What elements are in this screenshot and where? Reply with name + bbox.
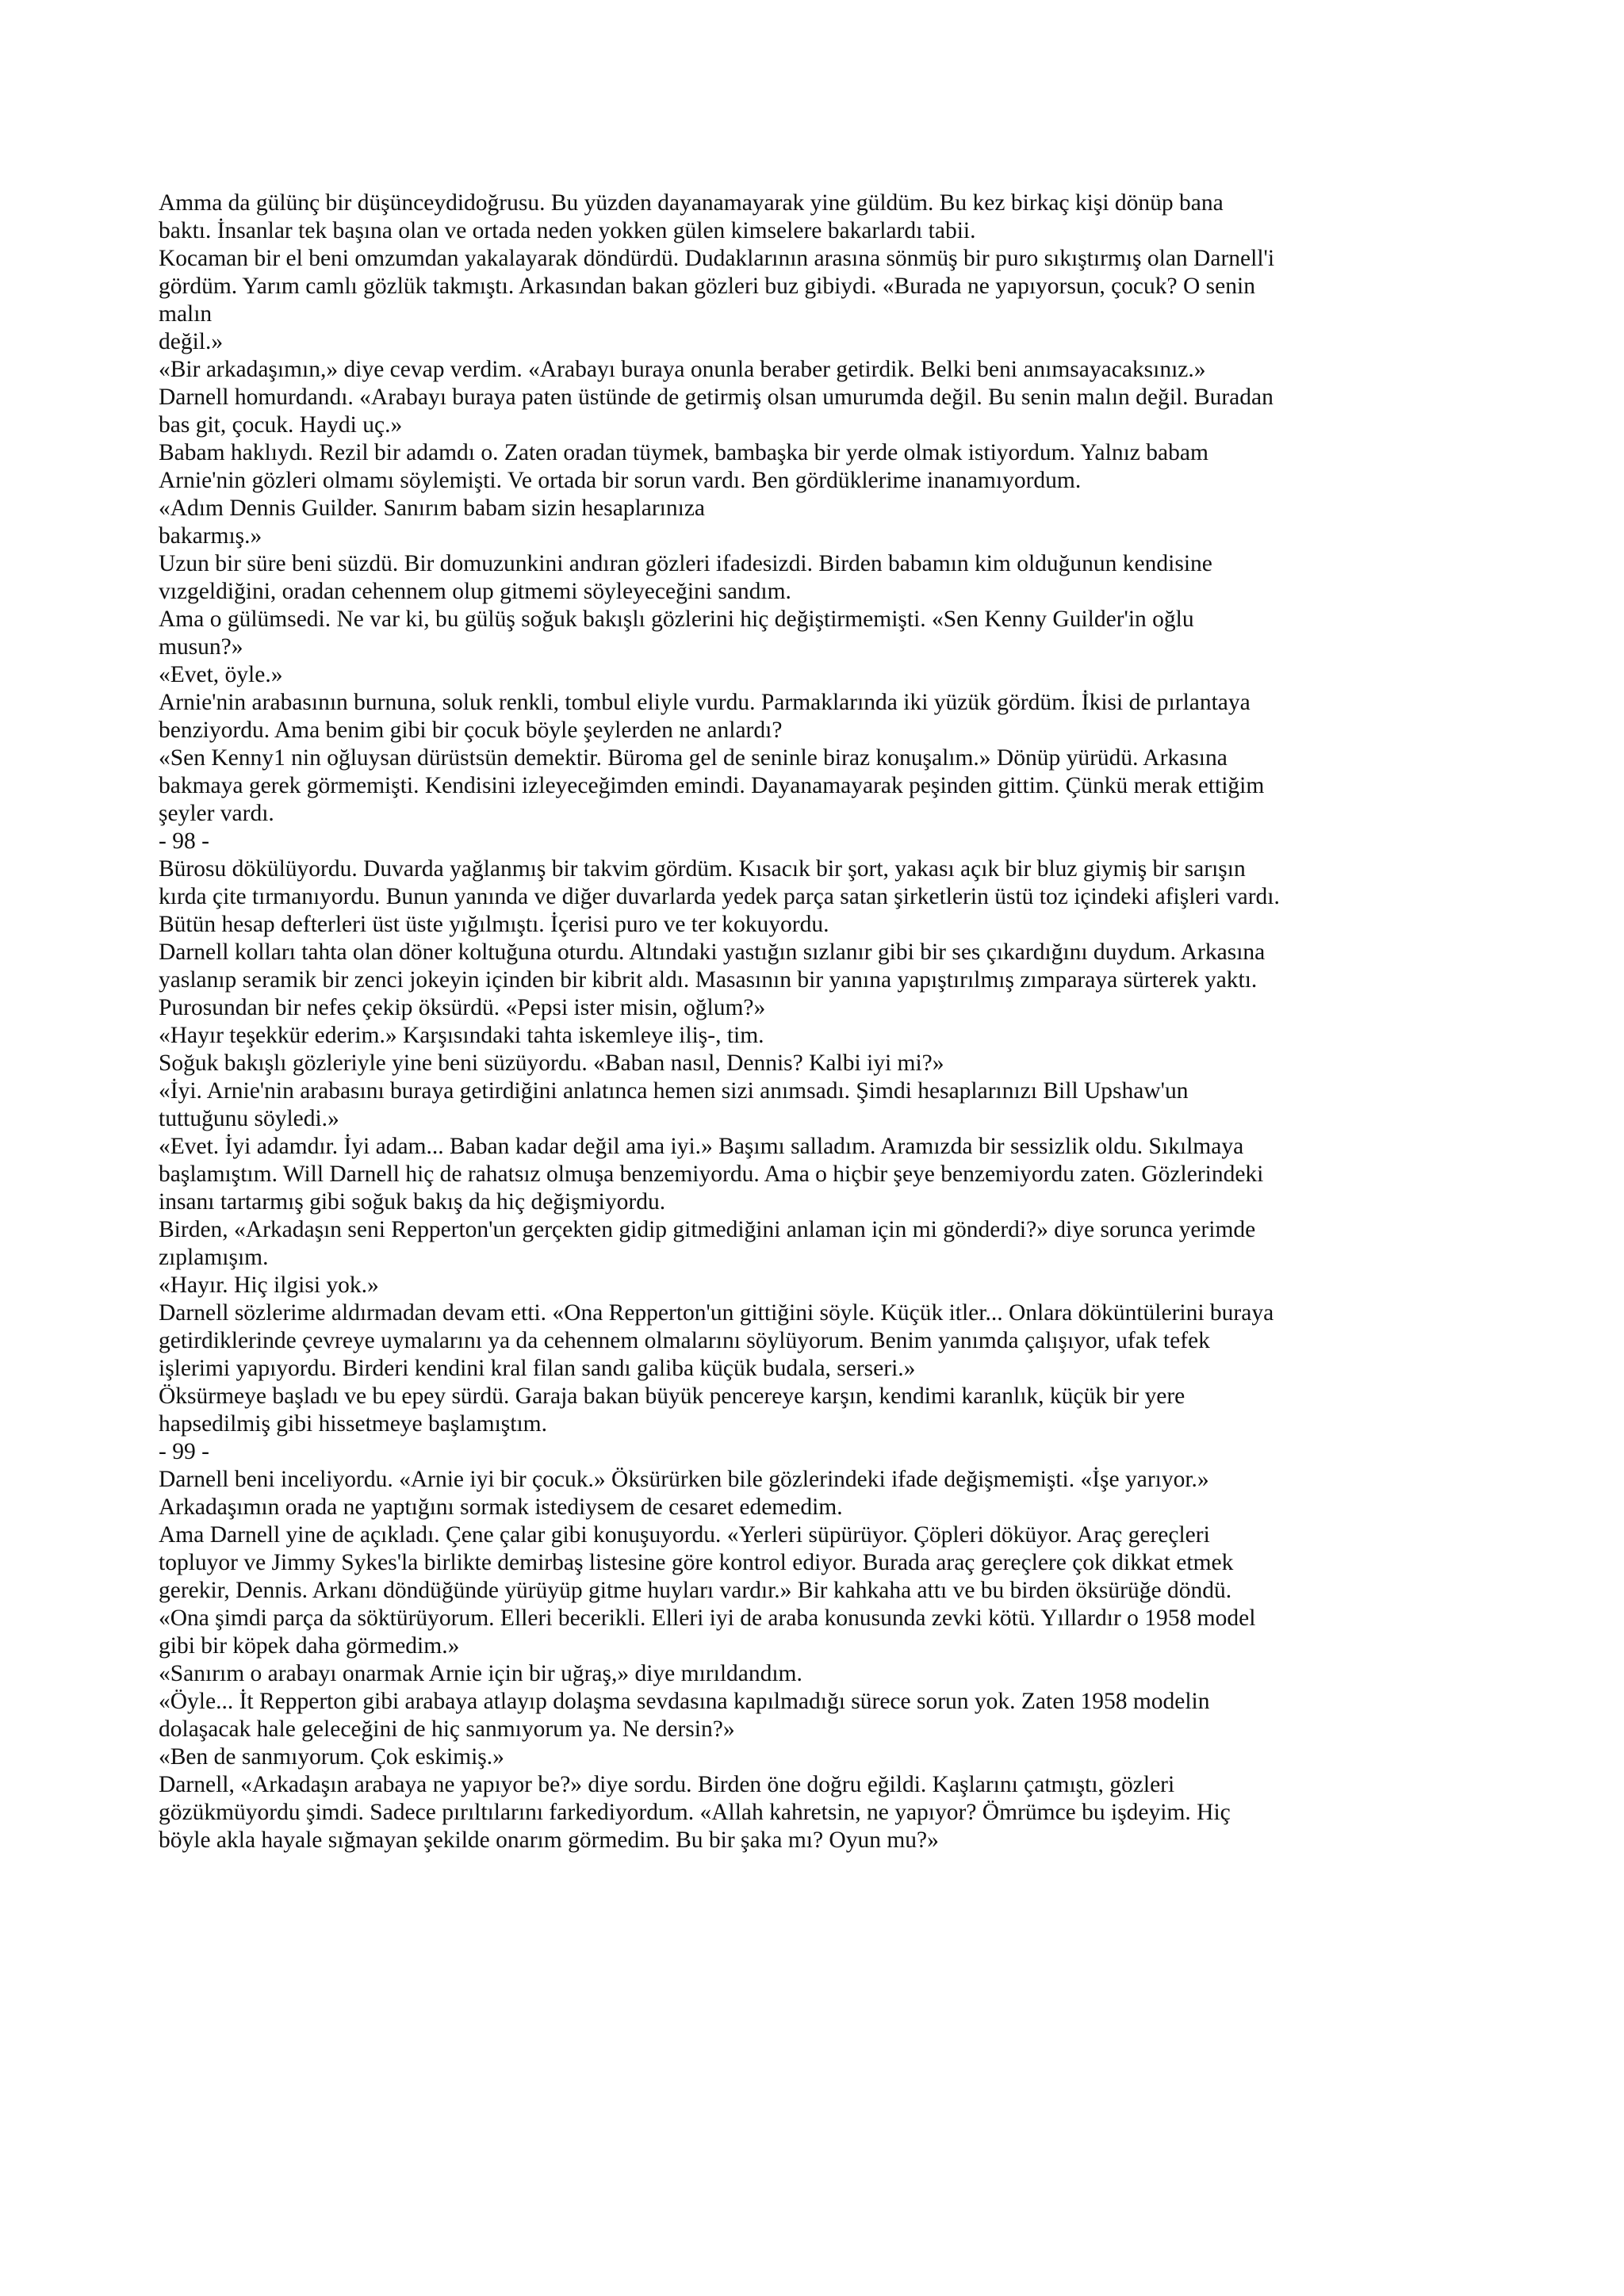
text-line: «Hayır. Hiç ilgisi yok.» <box>159 1272 379 1298</box>
text-line: getirdiklerinde çevreye uymalarını ya da cehennem olmalarını söylüyorum. Benim yanımda çalışıyor, ufak tefek <box>159 1328 1210 1353</box>
text-line: «Sanırım o arabayı onarmak Arnie için bir uğraş,» diye mırıldandım. <box>159 1661 802 1686</box>
text-line: Öksürmeye başladı ve bu epey sürdü. Garaja bakan büyük pencereye karşın, kendimi karanlık, küçük bir yere <box>159 1383 1185 1409</box>
text-line: Darnell sözlerime aldırmadan devam etti. «Ona Repperton'un gittiğini söyle. Küçük itler... Onlara döküntülerini buraya <box>159 1300 1274 1326</box>
text-line: Babam haklıydı. Rezil bir adamdı o. Zaten oradan tüymek, bambaşka bir yerde olmak istiyordum. Yalnız babam <box>159 440 1208 465</box>
text-line: Darnell homurdandı. «Arabayı buraya paten üstünde de getirmiş olsan umurumda değil. Bu senin malın değil. Buradan <box>159 385 1274 410</box>
text-line: hapsedilmiş gibi hissetmeye başlamıştım. <box>159 1411 547 1437</box>
text-line: musun?» <box>159 634 243 660</box>
text-line: Darnell beni inceliyordu. «Arnie iyi bir çocuk.» Öksürürken bile gözlerindeki ifade değişmemişti. «İşe yarıyor.» <box>159 1467 1209 1492</box>
text-line: topluyor ve Jimmy Sykes'la birlikte demirbaş listesine göre kontrol ediyor. Burada araç gereçlere çok dikkat etmek <box>159 1550 1234 1575</box>
text-line: Purosundan bir nefes çekip öksürdü. «Pepsi ister misin, oğlum?» <box>159 995 766 1020</box>
text-line: «Evet. İyi adamdır. İyi adam... Baban kadar değil ama iyi.» Başımı salladım. Aramızda bir sessizlik oldu. Sıkılmaya <box>159 1134 1244 1159</box>
text-line: işlerimi yapıyordu. Birderi kendini kral filan sandı galiba küçük budala, serseri.» <box>159 1356 916 1381</box>
text-line: Arnie'nin arabasının burnuna, soluk renkli, tombul eliyle vurdu. Parmaklarında iki yüzük gördüm. İkisi de pırlantaya <box>159 690 1251 715</box>
text-line: «Adım Dennis Guilder. Sanırım babam sizin hesaplarınıza <box>159 496 706 521</box>
text-line: Arkadaşımın orada ne yaptığını sormak istediysem de cesaret edemedim. <box>159 1494 843 1520</box>
text-line: şeyler vardı. <box>159 801 274 826</box>
text-line: Darnell kolları tahta olan döner koltuğuna oturdu. Altındaki yastığın sızlanır gibi bir ses çıkardığını duydum. Arkasına <box>159 939 1266 965</box>
text-line: Soğuk bakışlı gözleriyle yine beni süzüyordu. «Baban nasıl, Dennis? Kalbi iyi mi?» <box>159 1050 944 1076</box>
text-line: gözükmüyordu şimdi. Sadece pırıltılarını farkediyordum. «Allah kahretsin, ne yapıyor? Ömrümce bu işdeyim. Hiç <box>159 1800 1231 1825</box>
text-line: tuttuğunu söyledi.» <box>159 1106 339 1131</box>
text-line: gördüm. Yarım camlı gözlük takmıştı. Arkasından bakan gözleri buz gibiydi. «Burada ne yapıyorsun, çocuk? O senin <box>159 274 1255 299</box>
text-line: «İyi. Arnie'nin arabasını buraya getirdiğini anlatınca hemen sizi anımsadı. Şimdi hesaplarınızı Bill Upshaw'un <box>159 1078 1189 1104</box>
text-line: Amma da gülünç bir düşünceydidoğrusu. Bu yüzden dayanamayarak yine güldüm. Bu kez birkaç kişi dönüp bana <box>159 190 1224 216</box>
page-number: - 98 - <box>159 828 209 854</box>
text-line: bas git, çocuk. Haydi uç.» <box>159 412 403 438</box>
text-line: yaslanıp seramik bir zenci jokeyin içinden bir kibrit aldı. Masasının bir yanına yapıştırılmış zımparaya sürterek yaktı. <box>159 967 1258 993</box>
text-line: böyle akla hayale sığmayan şekilde onarım görmedim. Bu bir şaka mı? Oyun mu?» <box>159 1827 939 1853</box>
text-line: başlamıştım. Will Darnell hiç de rahatsız olmuşa benzemiyordu. Ama o hiçbir şeye benzemiyordu zaten. Gözlerindeki <box>159 1161 1264 1187</box>
text-line: dolaşacak hale geleceğini de hiç sanmıyorum ya. Ne dersin?» <box>159 1716 735 1742</box>
text-line: «Öyle... İt Repperton gibi arabaya atlayıp dolaşma sevdasına kapılmadığı sürece sorun yok. Zaten 1958 modelin <box>159 1689 1210 1714</box>
text-line: değil.» <box>159 329 224 354</box>
text-line: Ama o gülümsedi. Ne var ki, bu gülüş soğuk bakışlı gözlerini hiç değiştirmemişti. «Sen Kenny Guilder'in oğlu <box>159 607 1194 632</box>
text-line: Birden, «Arkadaşın seni Repperton'un gerçekten gidip gitmediğini anlaman için mi gönderdi?» diye sorunca yerimde <box>159 1217 1256 1242</box>
text-line: vızgeldiğini, oradan cehennem olup gitmemi söyleyeceğini sandım. <box>159 579 791 604</box>
page-number: - 99 - <box>159 1439 209 1464</box>
text-line: zıplamışım. <box>159 1245 269 1270</box>
text-line: «Hayır teşekkür ederim.» Karşısındaki tahta iskemleye iliş-, tim. <box>159 1023 764 1048</box>
text-line: Bürosu dökülüyordu. Duvarda yağlanmış bir takvim gördüm. Kısacık bir şort, yakası açık bir bluz giymiş bir sarışın <box>159 856 1246 882</box>
text-line: Ama Darnell yine de açıkladı. Çene çalar gibi konuşuyordu. «Yerleri süpürüyor. Çöpleri döküyor. Araç gereçleri <box>159 1522 1210 1548</box>
text-line: baktı. İnsanlar tek başına olan ve ortada neden yokken gülen kimselere bakarlardı tabii. <box>159 218 976 243</box>
text-line: «Ben de sanmıyorum. Çok eskimiş.» <box>159 1744 504 1770</box>
text-line: kırda çite tırmanıyordu. Bunun yanında ve diğer duvarlarda yedek parça satan şirketlerin üstü toz içindeki afişleri vardı. <box>159 884 1280 909</box>
text-line: Uzun bir süre beni süzdü. Bir domuzunkini andıran gözleri ifadesizdi. Birden babamın kim olduğunun kendisine <box>159 551 1212 576</box>
text-line: gerekir, Dennis. Arkanı döndüğünde yürüyüp gitme huyları vardır.» Bir kahkaha attı ve bu birden öksürüğe döndü. <box>159 1578 1232 1603</box>
text-line: malın <box>159 301 213 327</box>
text-line: bakarmış.» <box>159 523 262 549</box>
text-line: benziyordu. Ama benim gibi bir çocuk böyle şeylerden ne anlardı? <box>159 718 783 743</box>
text-line: bakmaya gerek görmemişti. Kendisini izleyeceğimden emindi. Dayanamayarak peşinden gittim. Çünkü merak ettiğim <box>159 773 1265 798</box>
text-line: Darnell, «Arkadaşın arabaya ne yapıyor be?» diye sordu. Birden öne doğru eğildi. Kaşlarını çatmıştı, gözleri <box>159 1772 1175 1797</box>
text-line: insanı tartarmış gibi soğuk bakış da hiç değişmiyordu. <box>159 1189 666 1215</box>
text-line: «Bir arkadaşımın,» diye cevap verdim. «Arabayı buraya onunla beraber getirdik. Belki beni anımsayacaksınız.» <box>159 357 1206 382</box>
text-line: Kocaman bir el beni omzumdan yakalayarak döndürdü. Dudaklarının arasına sönmüş bir puro sıkıştırmış olan Darnell'i <box>159 246 1275 271</box>
text-line: «Ona şimdi parça da söktürüyorum. Elleri becerikli. Elleri iyi de araba konusunda zevki kötü. Yıllardır o 1958 model <box>159 1605 1256 1631</box>
text-line: «Sen Kenny1 nin oğluysan dürüstsün demektir. Büroma gel de seninle biraz konuşalım.» Dönüp yürüdü. Arkasına <box>159 745 1228 771</box>
document-text <box>159 189 1491 1854</box>
text-line: Bütün hesap defterleri üst üste yığılmıştı. İçerisi puro ve ter kokuyordu. <box>159 912 829 937</box>
text-line: «Evet, öyle.» <box>159 662 283 687</box>
text-line: gibi bir köpek daha görmedim.» <box>159 1633 460 1659</box>
text-line: Arnie'nin gözleri olmamı söylemişti. Ve ortada bir sorun vardı. Ben gördüklerime inanamıyordum. <box>159 468 1082 493</box>
